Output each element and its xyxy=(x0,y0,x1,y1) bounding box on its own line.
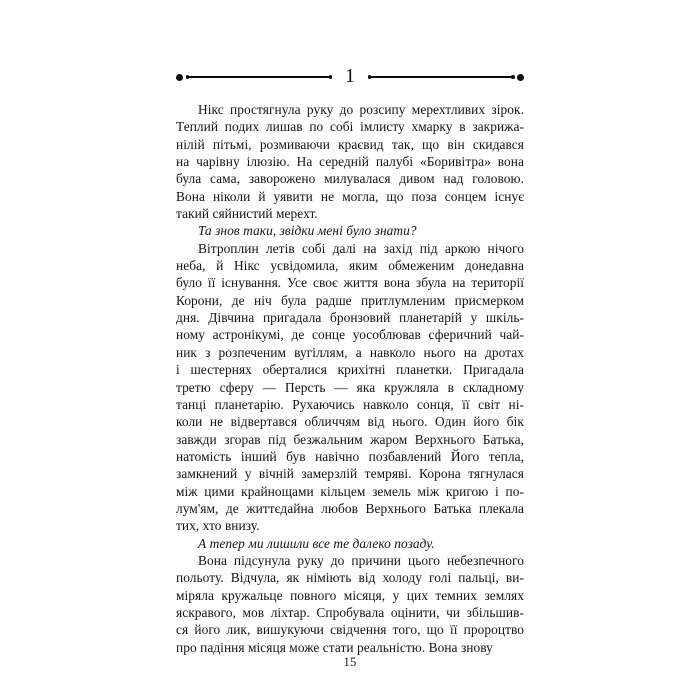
dot-rule-ornament-right-icon xyxy=(368,74,524,81)
body-line: Нікс простягнула руку до розсипу мерехтливих зірок. xyxy=(198,102,524,117)
body-line: ник з розпеченим вугіллям, а навколо нього на дротах xyxy=(176,344,524,360)
chapter-number: 1 xyxy=(345,65,355,87)
body-line: на чарівну ілюзію. На середній палубі «Боривітра» вона xyxy=(176,154,524,170)
body-line: між цими крайнощами кільцем земель між кригою і по- xyxy=(176,483,524,499)
body-line: польоту. Відчула, як німіють від холоду голі пальці, ви- xyxy=(176,570,524,586)
ornament-large-dot xyxy=(517,74,524,81)
body-line: Вона ніколи й уявити не могла, що поза сонцем існує xyxy=(176,188,524,204)
body-line: А тепер ми лишили все те далеко позаду. xyxy=(198,535,435,551)
body-line: яскравого, мов ліхтар. Спробувала оцінити, чи збільшив- xyxy=(176,604,524,620)
body-line: Вітроплин летів собі далі на захід під аркою нічого xyxy=(198,240,524,256)
body-line: натомість інший був навічно позбавлений Його тепла, xyxy=(176,448,524,464)
body-line: Корони, де ніч була радше притлумленим присмерком xyxy=(176,292,524,308)
body-line: танці планетарію. Рухаючись навколо сонця, її світ ні- xyxy=(176,396,524,412)
body-line: була сама, заворожено милувалася дивом над головою. xyxy=(176,171,524,187)
chapter-header xyxy=(176,62,524,92)
body-line: дня. Дівчина пригадала бронзовий планетарій у шкіль- xyxy=(176,310,524,326)
dot-rule-ornament-left-icon xyxy=(176,74,332,81)
body-line: і шестернях оберталися крихітні планетки. Пригадала xyxy=(176,362,524,378)
body-line: тих, хто внизу. xyxy=(176,518,260,534)
body-line: міряла кружальце повного місяця, у цих темних землях xyxy=(176,587,524,603)
ornament-rule xyxy=(189,76,329,77)
ornament-large-dot xyxy=(176,74,183,81)
body-line: було її існування. Усе своє життя вона збула на території xyxy=(176,275,524,291)
body-line: завжди згорав під безжальним жаром Верхнього Батька, xyxy=(176,431,524,447)
body-line: коли не відвертався обличчям від нього. Один його бік xyxy=(176,414,524,430)
body-line: такий сяйнистий мерехт. xyxy=(176,206,318,222)
body-line: нілій пітьмі, розмиваючи краєвид так, що він скидався xyxy=(176,136,524,152)
body-line: лум'ям, де життєдайна любов Верхнього Батька плекала xyxy=(176,500,524,516)
body-line: Та знов таки, звідки мені було знати? xyxy=(198,223,417,239)
body-line: ся його лик, вишукуючи свідчення того, що її пророцтво xyxy=(176,622,524,638)
ornament-small-dot xyxy=(511,75,515,79)
body-line: замкнений у вічній замерзлій темряві. Корона тягнулася xyxy=(176,466,524,482)
page-number: 15 xyxy=(343,655,357,669)
body-line: неба, й Нікс усвідомила, яким обмеженим донедавна xyxy=(176,258,524,274)
ornament-rule xyxy=(371,76,511,77)
body-text xyxy=(176,101,524,656)
body-line: ному астронікумі, де сонце уособлював сферичний чай- xyxy=(176,327,524,343)
body-line: третю сферу — Персть — яка кружляла в складному xyxy=(176,379,524,395)
body-line: Теплий подих лишав по собі імлисту хмарку в закрижа- xyxy=(176,119,524,135)
body-line: Вона підсунула руку до причини цього небезпечного xyxy=(198,552,524,568)
body-line: про падіння місяця може стати реальністю. Вона знову xyxy=(176,639,493,655)
